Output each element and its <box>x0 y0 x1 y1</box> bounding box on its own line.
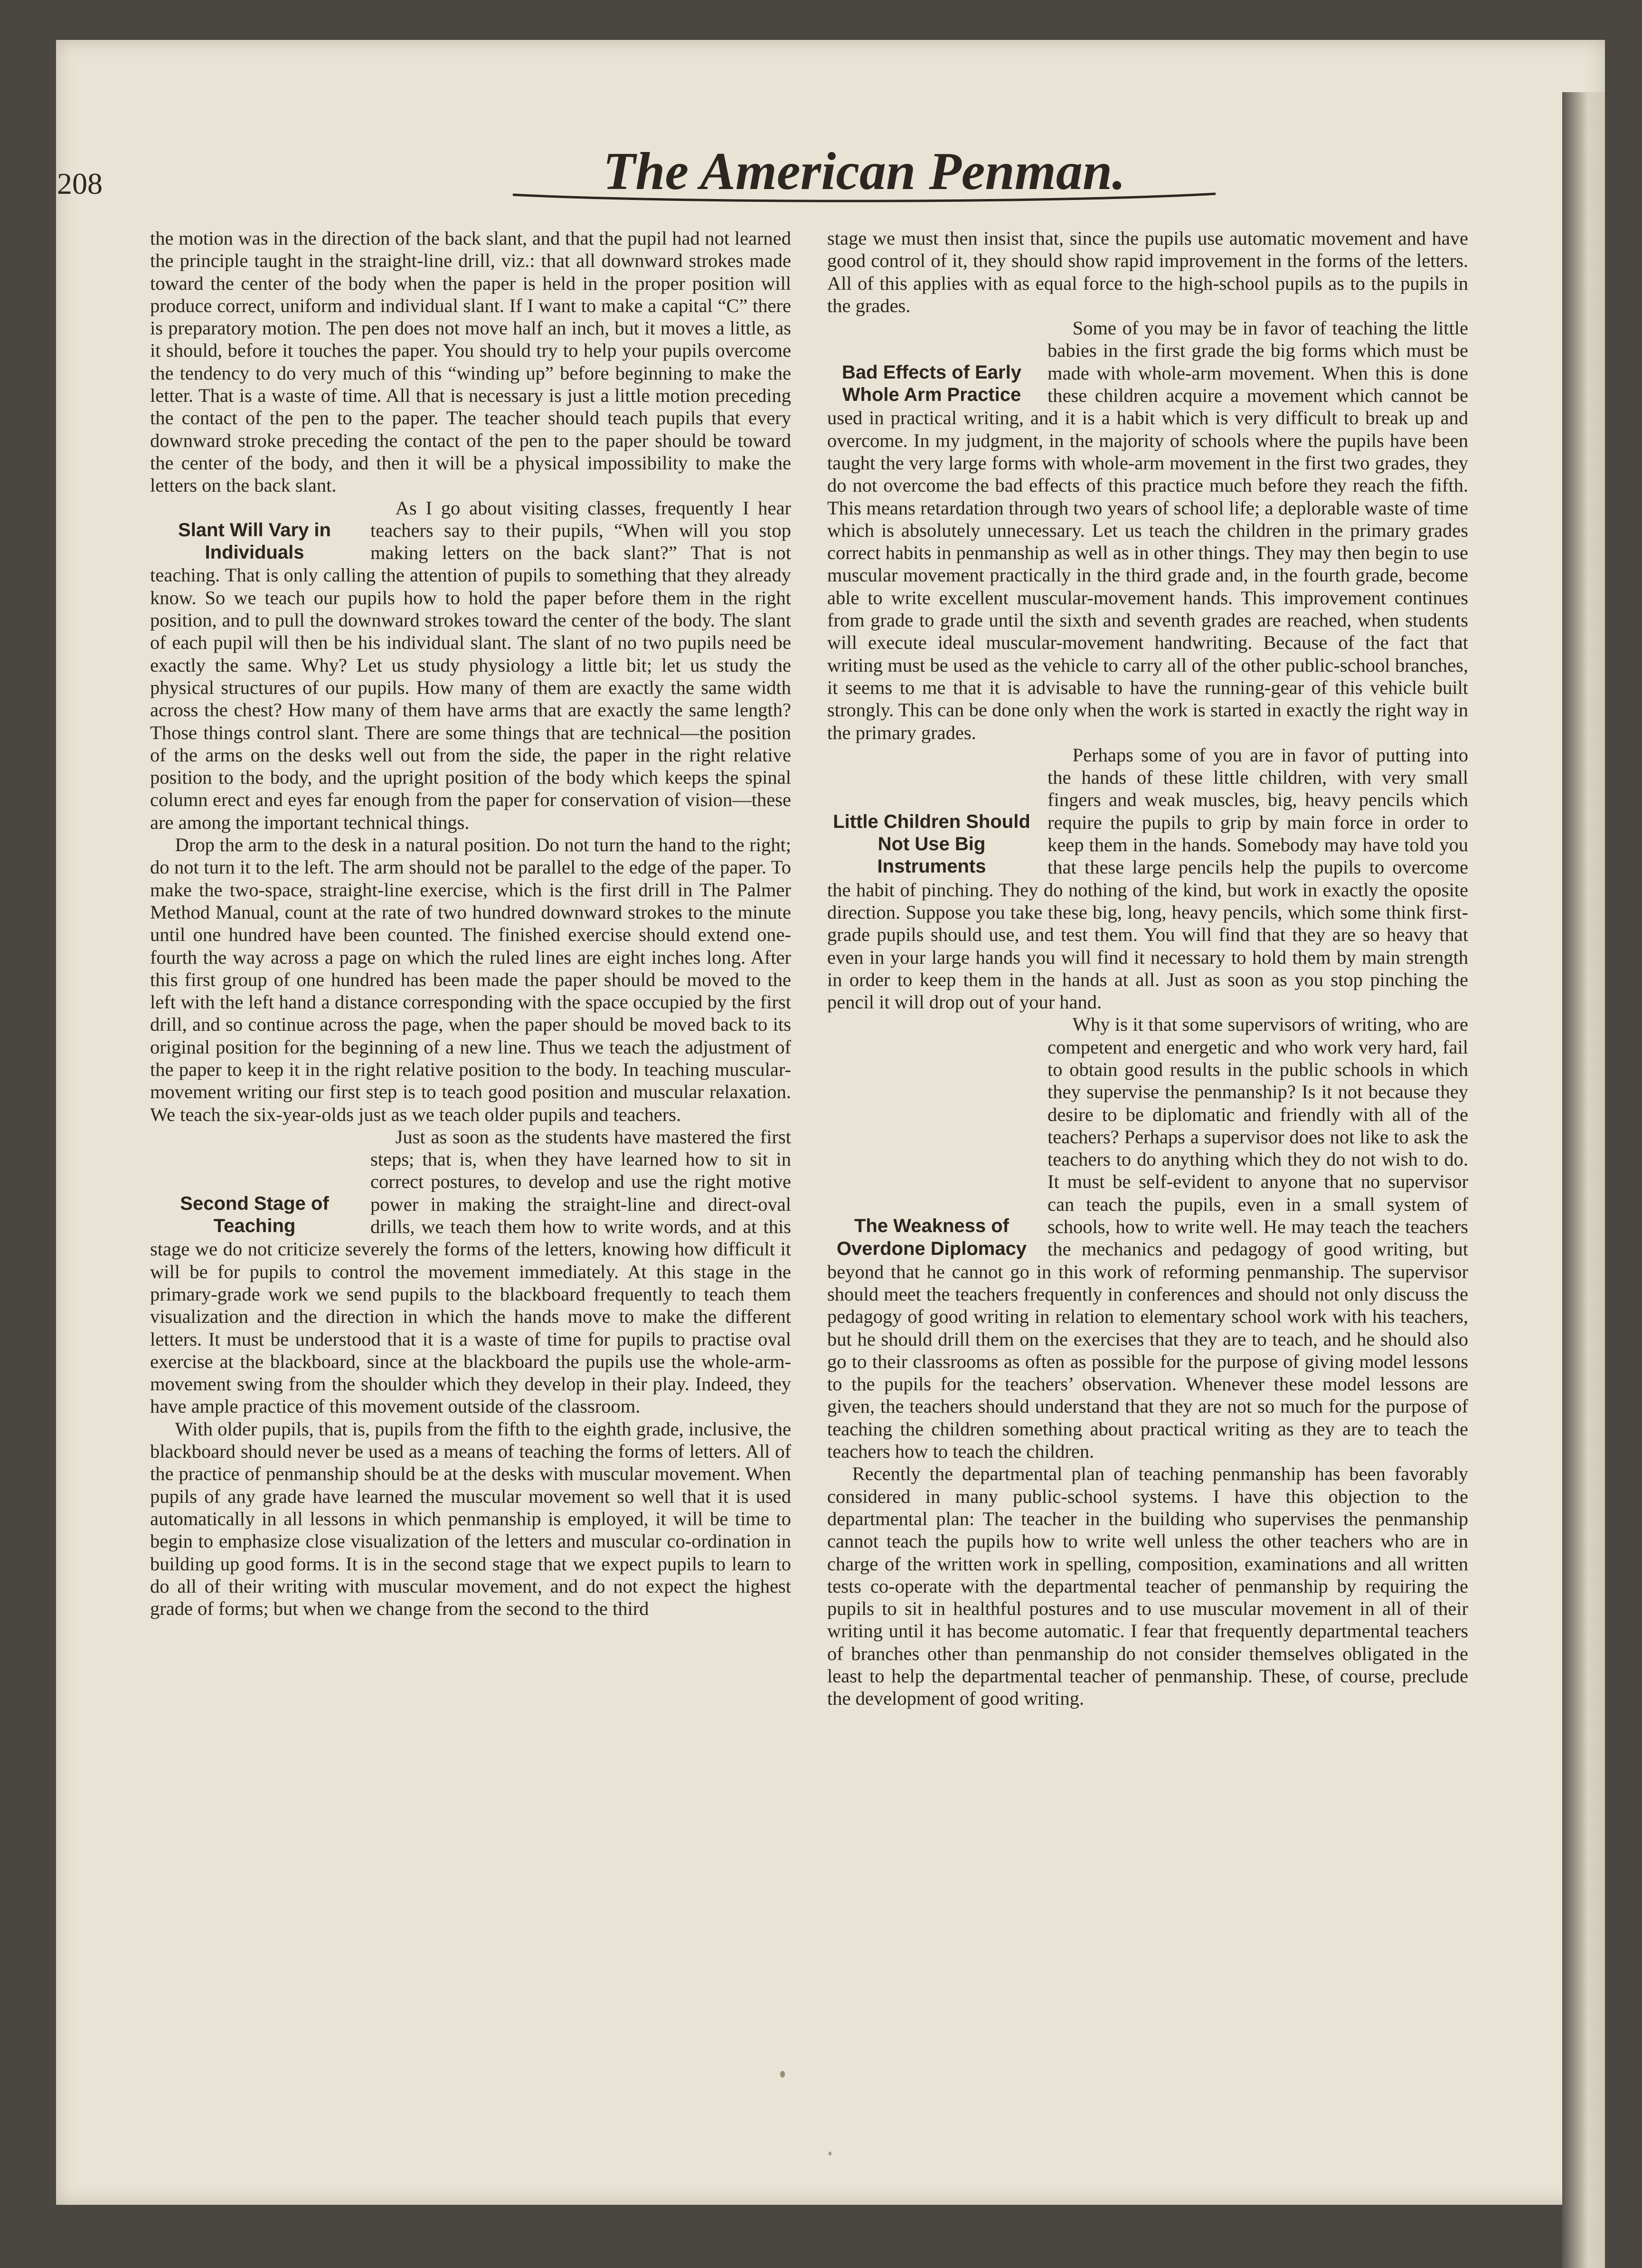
paragraph: Drop the arm to the desk in a natural position. Do not turn the hand to the right; do not turn it to the left. The arm should not be parallel to the edge of the paper. To make the two-space, straight-line exercise, which is the first drill in The Palmer Method Manual, count at the rate of two hundred downward strokes to the minute until one hundred have been counted. The finished exercise should extend one-fourth the way across a page on which the ruled lines are eight inches long. After this first group of one hundred has been made the paper should be moved to the left with the left hand a distance corresponding with the space occupied by the first drill, and so continue across the page, when the paper should be moved back to its original position for the beginning of a new line. Thus we teach the adjustment of the paper to keep it in the right relative position to the body. In teaching muscular-movement writing our first step is to teach good position and muscular relaxation. We teach the six-year-olds just as we teach older pupils and teachers. <box>150 834 791 1125</box>
paragraph-with-sidehead <box>827 317 1468 744</box>
paragraph: stage we must then insist that, since the pupils use automatic movement and have good control of it, they should show rapid improvement in the forms of the letters. All of this applies with as equal force to the high-school pupils as to the pupils in the grades. <box>827 228 1468 316</box>
sidehead-bad-effects: Bad Effects of Early Whole Arm Practice <box>842 362 1021 406</box>
right-column <box>827 227 1468 1710</box>
paragraph-text: Some of you may be in favor of teaching the little babies in the first grade the big forms which must be made with whole-arm movement. When this is done these children acquire a movement which cannot be used in practical writing, and it is a habit which is very difficult to break up and overcome. In my judgment, in the majority of schools where the pupils have been taught the very large forms with whole-arm movement in the first two grades, they do not overcome the bad effects of this practice much before they reach the fifth. This means retardation through two years of school life; a deplorable waste of time which is absolutely unnecessary. Let us teach the children in the primary grades correct habits in penmanship as well as in other things. They may then begin to use muscular movement practically in the third grade and, in the fourth grade, become able to write excellent muscular-movement hands. This improvement continues from grade to grade until the sixth and seventh grades are reached, when students will execute ideal muscular-movement handwriting. Because of the fact that writing must be used as the vehicle to carry all of the other public-school branches, it seems to me that it is advisable to have the running-gear of this vehicle built strongly. This can be done only when the work is started in exactly the right way in the primary grades. <box>827 317 1468 743</box>
paragraph-with-sidehead <box>827 744 1468 1014</box>
paragraph-with-sidehead <box>150 1126 791 1418</box>
paragraph-with-sidehead <box>150 497 791 834</box>
paragraph-with-sidehead <box>827 1013 1468 1462</box>
page-number: 208 <box>57 167 103 200</box>
sidehead-slant: Slant Will Vary in Individuals <box>178 519 331 563</box>
paragraph-text: Why is it that some supervisors of writing, who are competent and energetic and who work very hard, fail to obtain good results in the public schools in which they supervise the penmanship? Is it not because they desire to be diplomatic and friendly with all of the teachers? Perhaps a supervisor does not like to ask the teachers to do anything which they do not wish to do. It must be self-evident to anyone that no supervisor can teach the pupils, even in a small system of schools, how to write well. He may teach the teachers the mechanics and pedagogy of good writing, but beyond that he cannot go in this work of reforming penmanship. The supervisor should meet the teachers frequently in conferences and should not only discuss the pedagogy of good writing in relation to elementary school work with his teachers, but he should drill them on the exercises that they are to teach, and he should also go to their classrooms as often as possible for the purpose of giving model lessons to the pupils for the teachers’ observation. Whenever these model lessons are given, the teachers should understand that they are not so much for the purpose of teaching the children something about practical writing as they are to teach the teachers how to teach the children. <box>827 1014 1468 1462</box>
masthead-title: The American Penman. <box>603 142 1126 201</box>
paragraph-text: Perhaps some of you are in favor of putting into the hands of these little children, with very small fingers and weak muscles, big, heavy pencils which require the pupils to grip by main force in order to keep them in the hands. Somebody may have told you that these large pencils help the pupils to overcome the habit of pinching. They do nothing of the kind, but work in exactly the oposite direction. Suppose you take these big, long, heavy pencils, which some think first-grade pupils should use, and test them. You will find that they are so heavy that even in your large hands you will find it necessary to hold them by main strength in order to keep them in the hands at all. Just as soon as you stop pinching the pencil it will drop out of your hand. <box>827 744 1468 1013</box>
next-page-edge <box>1562 92 1605 2268</box>
paragraph: With older pupils, that is, pupils from the fifth to the eighth grade, inclusive, the blackboard should never be used as a means of teaching the forms of letters. All of the practice of penmanship should be at the desks with muscular movement. When pupils of any grade have learned the muscular movement so well that it is used automatically in all lessons in which penmanship is employed, it will be time to begin to emphasize close visualization of the letters and muscular co-ordination in building up good forms. It is in the second stage that we expect pupils to learn to do all of their writing with muscular movement, and do not expect the highest grade of forms; but when we change from the second to the third <box>150 1418 791 1620</box>
paragraph-text: Just as soon as the students have mastered the first steps; that is, when they have learned how to sit in correct postures, to develop and use the right motive power in making the straight-line and direct-oval drills, we teach them how to write words, and at this stage we do not criticize severely the forms of the letters, knowing how difficult it will be for pupils to control the movement immediately. At this stage in the primary-grade work we send pupils to the blackboard frequently to teach them visualization and the direction in which the hands move to make the different letters. It must be understood that it is a waste of time for pupils to practise oval exercise at the blackboard, since at the blackboard the pupils use the whole-arm-movement swing from the shoulder which they develop in their play. Indeed, they have ample practice of this movement outside of the classroom. <box>150 1126 791 1417</box>
sidehead-second-stage: Second Stage of Teaching <box>180 1193 329 1237</box>
paper-speck <box>780 2071 785 2078</box>
masthead-logo <box>494 138 1235 209</box>
paragraph-text: As I go about visiting classes, frequently I hear teachers say to their pupils, “When will you stop making letters on the back slant?” That is not teaching. That is only calling the attention of pupils to something that they already know. So we teach our pupils how to hold the paper before them in the right position, and to pull the downward strokes toward the center of the body. The slant of each pupil will then be his individual slant. The slant of no two pupils need be exactly the same. Why? Let us study physiology a little bit; let us study the physical structures of our pupils. How many of them are exactly the same width across the chest? How many of them have arms that are exactly the same length? Those things control slant. There are some things that are technical—the position of the arms on the desks well out from the side, the paper in the right relative position to the body, and the upright position of the body which keeps the spinal column erect and eyes far enough from the paper for conservation of vision—these are among the important technical things. <box>150 497 791 833</box>
paragraph: Recently the departmental plan of teaching penmanship has been favorably considered in many public-school systems. I have this objection to the departmental plan: The teacher in the building who supervises the penmanship cannot teach the pupils how to write well unless the other teachers who are in charge of the written work in spelling, composition, examinations and all written tests co-operate with the departmental teacher of penmanship by requiring the pupils to sit in healthful postures and to use muscular movement in all of their writing until it has become automatic. I fear that frequently departmental teachers of branches other than penmanship do not consider themselves obligated in the least to help the departmental teacher of penmanship. These, of course, preclude the development of good writing. <box>827 1463 1468 1709</box>
paper-speck <box>829 2152 831 2155</box>
left-column <box>150 227 791 1620</box>
paragraph: the motion was in the direction of the back slant, and that the pupil had not learned the principle taught in the straight-line drill, viz.: that all downward strokes made toward the center of the body when the paper is held in the proper position will produce correct, uniform and individual slant. If I want to make a capital “C” there is preparatory motion. The pen does not move half an inch, but it moves a little, as it should, before it touches the paper. You should try to help your pupils overcome the tendency to do very much of this “winding up” before beginning to make the letter. That is a waste of time. All that is necessary is just a little motion preceding the contact of the pen to the paper. The teacher should teach pupils that every downward stroke preceding the contact of the pen to the paper should be toward the center of the body, and then it will be a physical impossibility to make the letters on the back slant. <box>150 228 791 496</box>
sidehead-diplomacy: The Weakness of Overdone Diplomacy <box>836 1215 1027 1259</box>
sidehead-little-children: Little Children Should Not Use Big Instruments <box>833 811 1030 877</box>
